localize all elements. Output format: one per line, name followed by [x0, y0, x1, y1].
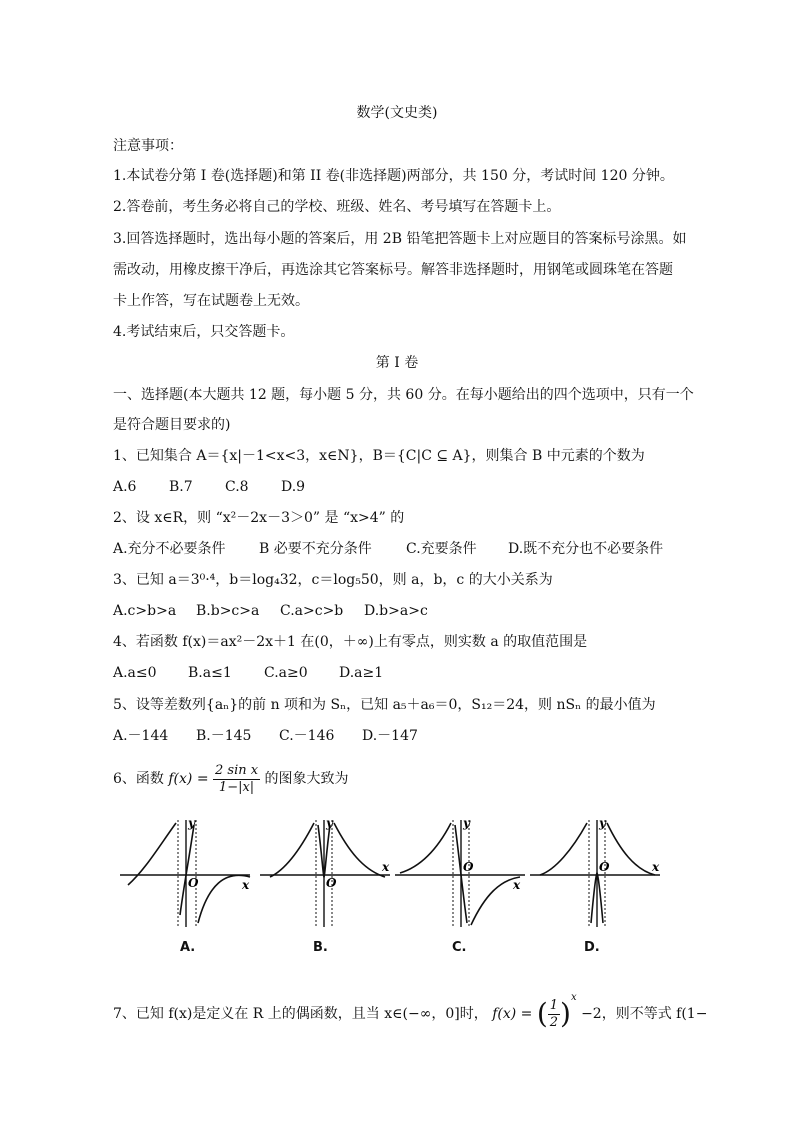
question-stem: 4、若函数 f(x)＝ax²－2x＋1 在(0，＋∞)上有零点，则实数 a 的取值范围是 — [113, 634, 588, 650]
option: B.a≤1 — [188, 665, 232, 681]
q6-suffix: 的图象大致为 — [264, 771, 349, 787]
section-title: 第 I 卷 — [375, 355, 419, 371]
option: A.充分不必要条件 — [113, 541, 226, 557]
q7-exponent: x — [570, 992, 577, 1003]
question-options — [113, 477, 305, 497]
option: C.a≥0 — [264, 665, 308, 681]
option: C.a>c>b — [280, 603, 344, 619]
graph-a — [120, 815, 260, 930]
curve — [180, 825, 194, 915]
option: A.－144 — [113, 728, 169, 744]
graph-label-a: A. — [180, 940, 196, 955]
notice-item: 需改动，用橡皮擦干净后，再选涂其它答案标号。解答非选择题时，用钢笔或圆珠笔在答题 — [113, 262, 673, 278]
curve — [334, 823, 385, 877]
graph-d — [530, 815, 670, 930]
curve — [400, 823, 451, 873]
notice-item: 1.本试卷分第 I 卷(选择题)和第 II 卷(非选择题)两部分，共 150 分，考试时间 120 分钟。 — [113, 168, 674, 184]
page-title: 数学(文史类) — [356, 105, 438, 121]
question-options — [113, 601, 428, 621]
origin-label: O — [188, 876, 199, 890]
graph-label-d: D. — [584, 940, 600, 955]
question-6-stem — [113, 762, 349, 796]
question-options — [113, 663, 383, 683]
graph-c — [395, 815, 535, 930]
option: D.b>a>c — [364, 603, 428, 619]
question-stem: 3、已知 a＝3⁰·⁴，b＝log₄32，c＝log₅50，则 a，b，c 的大小关系为 — [113, 572, 553, 588]
option: B.－145 — [196, 728, 252, 744]
option: B 必要不充分条件 — [259, 541, 372, 557]
question-stem: 5、设等差数列{aₙ}的前 n 项和为 Sₙ，已知 a₅＋a₆＝0，S₁₂＝24，则 nSₙ 的最小值为 — [113, 697, 656, 713]
q6-denominator: 1−|x| — [218, 779, 255, 795]
notice-heading: 注意事项： — [113, 138, 183, 154]
curve — [270, 823, 314, 877]
graph-b — [260, 815, 400, 930]
option: D.既不充分也不必要条件 — [508, 541, 664, 557]
q6-numerator: 2 sin x — [215, 762, 259, 778]
y-label: y — [463, 816, 470, 830]
q7-fraction — [548, 998, 560, 1031]
curve — [540, 823, 587, 875]
q7-base-denominator: 2 — [549, 1014, 559, 1030]
option: C.－146 — [279, 728, 335, 744]
option: D.9 — [281, 479, 306, 495]
origin-label: O — [463, 860, 474, 874]
x-label: x — [242, 878, 250, 892]
notice-item: 2.答卷前，考生务必将自己的学校、班级、姓名、考号填写在答题卡上。 — [113, 199, 561, 215]
option: B.7 — [169, 479, 193, 495]
option: B.b>c>a — [196, 603, 260, 619]
notice-item: 卡上作答，写在试题卷上无效。 — [113, 293, 309, 309]
option: A.c>b>a — [113, 603, 177, 619]
question-stem: 2、设 x∈R，则 “x²－2x－3＞0” 是 “x>4” 的 — [113, 510, 405, 526]
x-label: x — [382, 860, 390, 874]
section-intro: 是符合题目要求的) — [113, 417, 231, 433]
q6-fraction — [213, 763, 260, 796]
option: D.a≥1 — [339, 665, 384, 681]
option: A.6 — [113, 479, 137, 495]
q6-func-lhs: f(x) = — [168, 771, 209, 787]
option: C.8 — [225, 479, 249, 495]
q7-base-numerator: 1 — [549, 997, 559, 1013]
notice-item: 4.考试结束后，只交答题卡。 — [113, 324, 295, 340]
question-7-stem: 7、已知 f(x)是定义在 R 上的偶函数，且当 x∈(−∞，0]时， f(x) = ( $\frac{1}{2}$ )$^x$ −2，则不等式 f(1− — [113, 992, 708, 1030]
option: C.充要条件 — [406, 541, 477, 557]
question-options — [113, 726, 418, 746]
x-label: x — [513, 878, 521, 892]
origin-label: O — [326, 876, 337, 890]
y-label: y — [599, 816, 606, 830]
section-intro: 一、选择题(本大题共 12 题，每小题 5 分，共 60 分。在每小题给出的四个选项中，只有一个 — [113, 387, 694, 403]
q7-func-lhs: f(x) = — [492, 1006, 533, 1022]
y-label: y — [188, 816, 195, 830]
graph-label-b: B. — [313, 940, 328, 955]
q6-prefix: 6、函数 — [113, 771, 164, 787]
q7-tail: −2，则不等式 f(1− — [581, 1006, 708, 1022]
question-options — [113, 539, 663, 559]
option: D.－147 — [362, 728, 418, 744]
q7-prefix: 7、已知 f(x)是定义在 R 上的偶函数，且当 x∈(−∞，0]时， — [113, 1006, 488, 1022]
option: A.a≤0 — [113, 665, 157, 681]
y-label: y — [326, 816, 333, 830]
curve — [128, 823, 176, 885]
question-stem: 1、已知集合 A＝{x|－1<x<3，x∈N}，B＝{C|C ⊆ A}，则集合 B 中元素的个数为 — [113, 448, 645, 464]
notice-item: 3.回答选择题时，选出每小题的答案后，用 2B 铅笔把答题卡上对应题目的答案标号涂黑。如 — [113, 231, 687, 247]
x-label: x — [652, 860, 660, 874]
origin-label: O — [599, 860, 610, 874]
graph-label-c: C. — [452, 940, 467, 955]
curve — [607, 823, 655, 875]
